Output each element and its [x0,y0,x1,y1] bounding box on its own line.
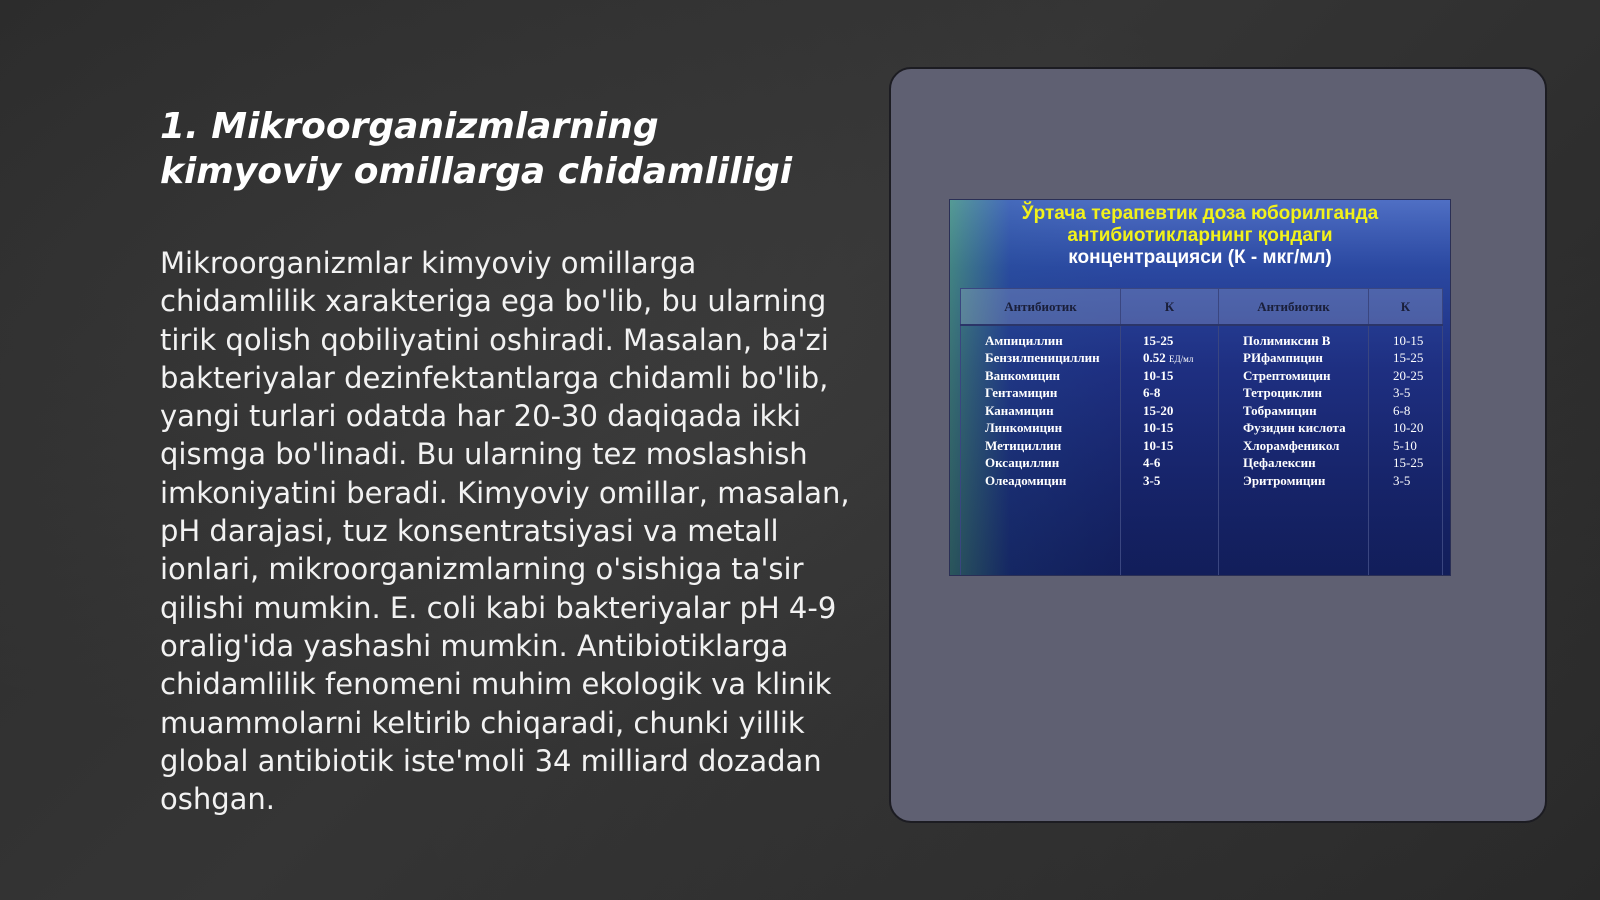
image-title-line-3: концентрацияси (К - мкг/мл) [1068,247,1332,268]
cell-k: 10-15 [1121,367,1219,385]
column-header-antibiotic-2: Антибиотик [1219,289,1369,326]
cell-k: 10-15 [1369,325,1443,350]
cell-k: 15-25 [1369,350,1443,368]
cell-antibiotic: Цефалексин [1219,455,1369,473]
cell-antibiotic: Канамицин [961,402,1121,420]
cell-k: 15-20 [1121,402,1219,420]
table-row [961,402,1443,420]
antibiotic-table [960,288,1443,575]
column-header-k-1: К [1121,289,1219,326]
cell-k: 6-8 [1369,402,1443,420]
cell-antibiotic: Полимиксин В [1219,325,1369,350]
table-row [961,325,1443,350]
cell-k: 15-25 [1121,325,1219,350]
antibiotic-table-image [950,200,1450,575]
slide-title: 1. Mikroorganizmlarning kimyoviy omillarga chidamliligi [160,106,793,192]
column-header-antibiotic-1: Антибиотик [961,289,1121,326]
table-row [961,455,1443,473]
cell-antibiotic: Оксациллин [961,455,1121,473]
cell-antibiotic: Хлорамфеникол [1219,437,1369,455]
table-row [961,420,1443,438]
cell-k: 10-20 [1369,420,1443,438]
table-header-row [961,289,1443,326]
cell-antibiotic: Бензилпенициллин [961,350,1121,368]
cell-antibiotic: Тетроциклин [1219,385,1369,403]
cell-k: 20-25 [1369,367,1443,385]
cell-antibiotic: Гентамицин [961,385,1121,403]
cell-k: 0.52 ЕД/мл [1121,350,1219,368]
table-filler-row [961,490,1443,576]
cell-k: 3-5 [1121,472,1219,490]
image-title-line-2: антибиотикларнинг қондаги [1067,225,1333,246]
cell-antibiotic: Эритромицин [1219,472,1369,490]
cell-k: 3-5 [1369,385,1443,403]
cell-antibiotic: Тобрамицин [1219,402,1369,420]
cell-antibiotic: Олеадомицин [961,472,1121,490]
cell-k: 10-15 [1121,420,1219,438]
table-row [961,367,1443,385]
table-row [961,385,1443,403]
cell-antibiotic: Фузидин кислота [1219,420,1369,438]
cell-k: 10-15 [1121,437,1219,455]
cell-antibiotic: Стрептомицин [1219,367,1369,385]
cell-k: 6-8 [1121,385,1219,403]
image-title [950,203,1450,269]
cell-antibiotic: Линкомицин [961,420,1121,438]
cell-antibiotic: Ванкомицин [961,367,1121,385]
cell-antibiotic: Ампициллин [961,325,1121,350]
column-header-k-2: К [1369,289,1443,326]
table-row [961,437,1443,455]
image-title-line-1: Ўртача терапевтик доза юборилганда [1021,203,1379,224]
cell-k: 4-6 [1121,455,1219,473]
cell-k: 5-10 [1369,437,1443,455]
table-row [961,472,1443,490]
cell-antibiotic: РИфампицин [1219,350,1369,368]
cell-k: 3-5 [1369,472,1443,490]
cell-antibiotic: Метициллин [961,437,1121,455]
table-row [961,350,1443,368]
slide-body-text: Mikroorganizmlar kimyoviy omillarga chidamlilik xarakteriga ega bo'lib, bu ularning tirik qolish qobiliyatini oshiradi. Masalan, ba'zi bakteriyalar dezinfektantlarga chidamli bo'lib, yangi turlari odatda har 20-30 daqiqada ikki qismga bo'linadi. Bu ularning tez moslashish imkoniyatini beradi. Kimyoviy omillar, masalan, pH darajasi, tuz konsentratsiyasi va metall ionlari, mikroorganizmlarning o'sishiga ta'sir qilishi mumkin. E. coli kabi bakteriyalar pH 4-9 oralig'ida yashashi mumkin. Antibiotiklarga chidamlilik fenomeni muhim ekologik va klinik muammolarni keltirib chiqaradi, chunki yillik global antibiotik iste'moli 34 milliard dozadan oshgan. [160,246,850,817]
cell-k: 15-25 [1369,455,1443,473]
